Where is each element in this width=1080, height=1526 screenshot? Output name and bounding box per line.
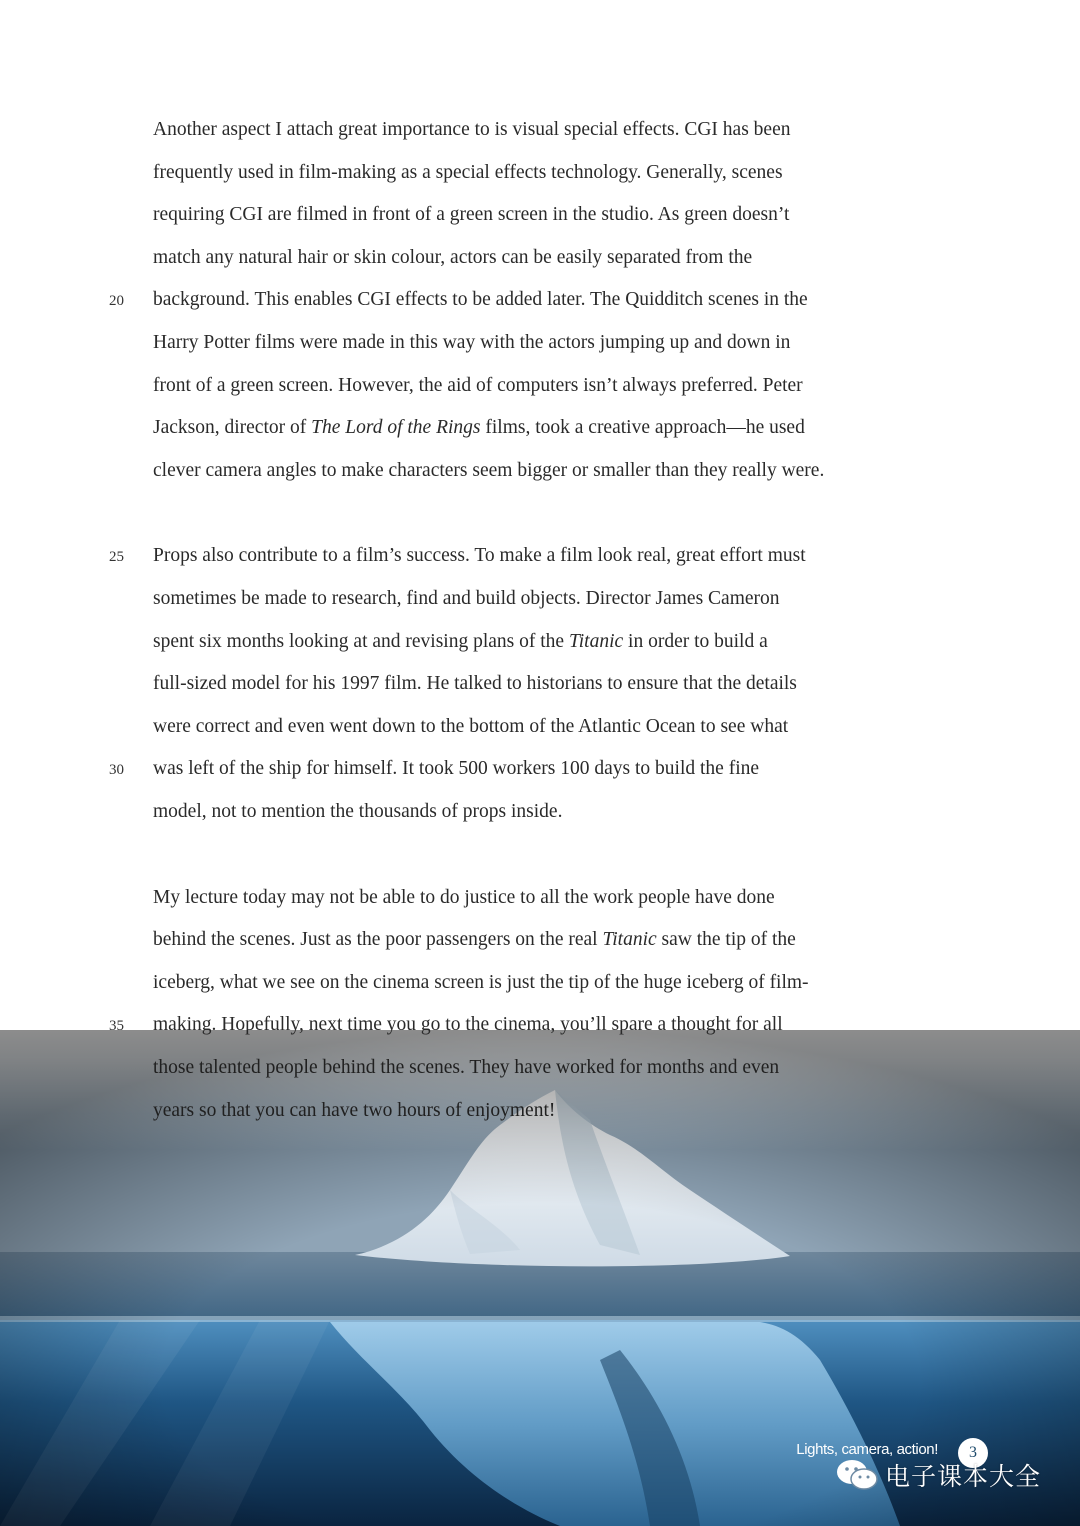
text-line — [153, 586, 780, 612]
text-run: were correct and even went down to the bottom of the Atlantic Ocean to see what — [153, 715, 789, 737]
text-line — [153, 756, 759, 782]
text-run: model, not to mention the thousands of props inside. — [153, 801, 563, 822]
text-line — [153, 543, 806, 569]
text-line — [153, 671, 797, 697]
line-number: 20 — [109, 293, 124, 310]
text-line — [153, 117, 790, 143]
text-line — [153, 1098, 555, 1124]
text-line — [153, 927, 796, 953]
italic-title: Titanic — [602, 929, 657, 951]
text-run: full-sized model for his 1997 film. He talked to historians to ensure that the details — [153, 673, 797, 695]
text-run: behind the scenes. Just as the poor passengers on the real — [153, 929, 603, 951]
text-run: iceberg, what we see on the cinema screen is just the tip of the huge iceberg of film- — [153, 971, 809, 993]
text-line — [153, 885, 775, 911]
text-run: My lecture today may not be able to do justice to all the work people have done — [153, 886, 775, 908]
text-run: Props also contribute to a film’s success. To make a film look real, great effort must — [153, 545, 806, 567]
text-line — [153, 1055, 779, 1081]
text-run: match any natural hair or skin colour, actors can be easily separated from the — [153, 246, 753, 268]
text-line — [153, 415, 805, 441]
text-line — [153, 373, 803, 399]
text-run: films, took a creative approach—he used — [480, 417, 805, 439]
text-run: years so that you can have two hours of enjoyment! — [153, 1099, 556, 1121]
text-line — [153, 458, 824, 484]
text-run: was left of the ship for himself. It took 500 workers 100 days to build the fine — [153, 758, 760, 780]
text-run: Another aspect I attach great importance to is visual special effects. CGI has been — [153, 119, 791, 140]
line-number: 35 — [109, 1018, 124, 1035]
line-number: 30 — [109, 762, 124, 779]
text-run: frequently used in film-making as a special effects technology. Generally, scenes — [153, 161, 783, 183]
text-run: spent six months looking at and revising plans of the — [153, 630, 569, 652]
italic-title: Titanic — [568, 630, 624, 652]
text-run: Jackson, director of — [153, 417, 312, 439]
text-run: Harry Potter films were made in this way with the actors jumping up and down in — [153, 332, 791, 353]
text-run: front of a green screen. However, the aid of computers isn’t always preferred. Peter — [153, 374, 803, 396]
line-number: 25 — [109, 549, 124, 566]
text-run: sometimes be made to research, find and build objects. Director James Cameron — [153, 588, 780, 609]
text-run: making. Hopefully, next time you go to the cinema, you’ll spare a thought for all — [153, 1014, 783, 1036]
text-run: those talented people behind the scenes. They have worked for months and even — [153, 1057, 780, 1078]
text-line — [153, 970, 809, 996]
text-line — [153, 629, 768, 655]
text-line — [153, 330, 790, 356]
watermark-text: 电子课本大全 — [885, 1462, 1042, 1491]
text-run: in order to build a — [623, 630, 768, 652]
text-line — [153, 202, 789, 228]
italic-title: The Lord of the Rings — [311, 417, 481, 439]
text-line — [153, 160, 783, 186]
page-number: 3 — [958, 1438, 988, 1468]
text-run: clever camera angles to make characters seem bigger or smaller than they really were. — [153, 459, 825, 481]
wechat-icon — [835, 1458, 879, 1492]
footer-unit-title: Lights, camera, action! — [796, 1441, 938, 1458]
text-line — [153, 714, 788, 740]
text-run: requiring CGI are filmed in front of a green screen in the studio. As green doesn’t — [153, 204, 790, 226]
text-line — [153, 287, 808, 313]
text-line — [153, 799, 562, 825]
text-line — [153, 1012, 783, 1038]
text-line — [153, 245, 752, 271]
watermark — [835, 1457, 1041, 1493]
text-run: background. This enables CGI effects to be added later. The Quidditch scenes in the — [153, 289, 808, 311]
text-run: saw the tip of the — [656, 929, 796, 951]
